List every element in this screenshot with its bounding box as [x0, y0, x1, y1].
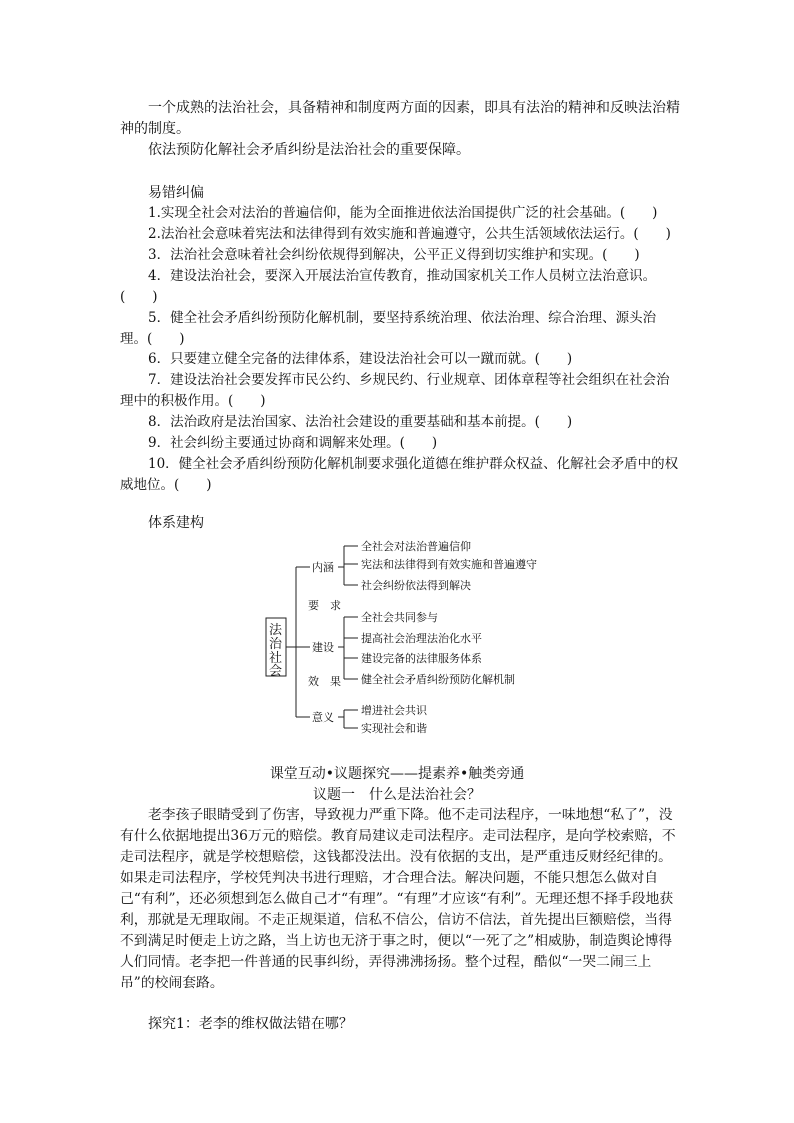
- root-label: [269, 622, 286, 679]
- error-item-3: 3．法治社会意味着社会纠纷依规得到解决，公平正义得到切实维护和实现。( ): [148, 247, 640, 263]
- section-title: 课堂互动•议题探究——提素养•触类旁通: [269, 766, 525, 782]
- error-item-9: 9．社会纠纷主要通过协商和调解来处理。( ): [148, 435, 438, 451]
- error-item-8: 8．法治政府是法治国家、法治社会建设的重要基础和基本前提。( ): [148, 414, 573, 430]
- error-item-5: 5．健全社会矛盾纠纷预防化解机制，要坚持系统治理、依法治理、综合治理、源头治理。( ): [120, 310, 657, 347]
- connector-requirement: 要 求: [308, 599, 341, 612]
- intro-paragraph-2: 依法预防化解社会矛盾纠纷是法治社会的重要保障。: [148, 142, 470, 158]
- topic-title: 议题一 什么是法治社会？: [313, 787, 481, 803]
- inquiry-question: 探究1：老李的维权做法错在哪？: [148, 1016, 353, 1032]
- branch-label-jianshe: 建设: [312, 641, 334, 654]
- root-char-2: 治: [269, 637, 283, 652]
- error-item-7: 7．建设法治社会要发挥市民公约、乡规民约、行业规章、团体章程等社会组织在社会治理中的积极作用。( ): [120, 372, 670, 409]
- neihan-item-1: 全社会对法治普遍信仰: [361, 540, 471, 553]
- connector-effect: 效 果: [308, 675, 341, 688]
- root-char-4: 会: [269, 664, 283, 679]
- root-char-1: 法: [269, 623, 283, 638]
- error-item-4: 4．建设法治社会，要深入开展法治宣传教育，推动国家机关工作人员树立法治意识。( ): [120, 268, 657, 305]
- jianshe-item-3: 建设完备的法律服务体系: [361, 652, 482, 665]
- root-char-3: 社: [269, 651, 283, 666]
- branch-label-yiyi: 意义: [312, 711, 334, 724]
- story-paragraph: 老李孩子眼睛受到了伤害，导致视力严重下降。他不走司法程序，一味地想“私了”，没有什么依据地提出36万元的赔偿。教育局建议走司法程序。走司法程序，是向学校索赔，不走司法程序，就是学校想赔偿，这钱都没法出。没有依据的支出，是严重违反财经纪律的。如果走司法程序，学校凭判决书进行理赔，才合理合法。解决问题，不能只想怎么做对自己“有利”，还必须想到怎么做自己才“有理”。“有理”才应该“有利”。无理还想不择手段地获利，那就是无理取闹。不走正规渠道，信私不信公，信访不信法，首先提出巨额赔偿，当得不到满足时便走上访之路，当上访也无济于事之时，便以“一死了之”相威胁，制造舆论博得人们同情。老李把一件普通的民事纠纷，弄得沸沸扬扬。整个过程，酷似“一哭二闹三上吊”的校闹套路。: [120, 807, 676, 991]
- error-item-2: 2.法治社会意味着宪法和法律得到有效实施和普遍遵守，公共生活领域依法运行。( ): [148, 226, 671, 242]
- yiyi-item-2: 实现社会和谐: [361, 722, 427, 735]
- structure-diagram: [260, 530, 600, 740]
- error-item-6: 6．只要建立健全完备的法律体系，建设法治社会可以一蹴而就。( ): [148, 351, 573, 367]
- errors-heading: 易错纠偏: [148, 185, 204, 201]
- branch-label-neihan: 内涵: [312, 561, 334, 574]
- jianshe-item-4: 健全社会矛盾纠纷预防化解机制: [361, 673, 515, 686]
- jianshe-item-1: 全社会共同参与: [361, 611, 438, 624]
- error-item-1: 1.实现全社会对法治的普遍信仰，能为全面推进依法治国提供广泛的社会基础。( ): [148, 205, 658, 221]
- jianshe-item-2: 提高社会治理法治化水平: [361, 632, 482, 645]
- neihan-item-3: 社会纠纷依法得到解决: [361, 579, 471, 592]
- error-item-10: 10．健全社会矛盾纠纷预防化解机制要求强化道德在维护群众权益、化解社会矛盾中的权威地位。( ): [120, 456, 679, 493]
- neihan-item-2: 宪法和法律得到有效实施和普遍遵守: [361, 558, 537, 571]
- structure-heading: 体系建构: [148, 515, 204, 531]
- yiyi-item-1: 增进社会共识: [361, 704, 427, 717]
- intro-paragraph-1: 一个成熟的法治社会，具备精神和制度两方面的因素，即具有法治的精神和反映法治精神的制度。: [120, 100, 680, 137]
